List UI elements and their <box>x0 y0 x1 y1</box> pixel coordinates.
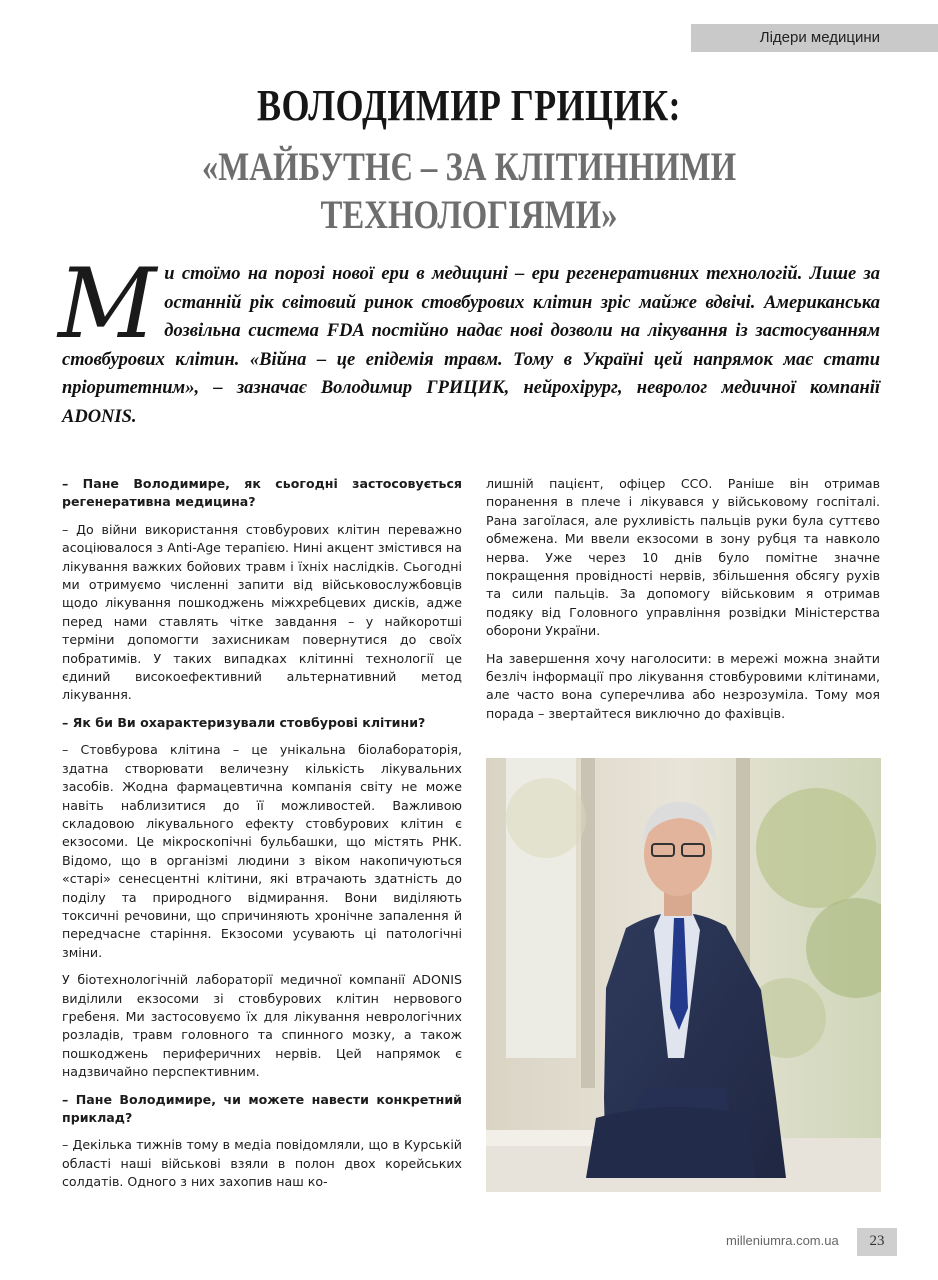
article-title-quote <box>84 143 853 239</box>
title-quote-line-1: «МАЙБУТНЄ – ЗА КЛІТИННИМИ <box>201 144 737 189</box>
page-number-box <box>857 1228 897 1256</box>
page-number: 23 <box>869 1233 885 1249</box>
article-title-name: ВОЛОДИМИР ГРИЦИК: <box>257 81 681 130</box>
answer-paragraph: – Декілька тижнів тому в медіа повідомляли, що в Курській області наші військові взяли в полон двох корейських солдатів. Одного з них захопив наш ко- <box>62 1137 462 1190</box>
closing-paragraph: На завершення хочу наголосити: в мережі можна знайти безліч інформації про лікування стовбуровими клітинами, але часто вона суперечлива або незрозуміла. Тому моя порада – звертайтеся виключно до фахівців. <box>486 650 880 721</box>
question: – Пане Володимире, як сьогодні застосовується регенеративна медицина? <box>62 476 462 510</box>
section-label: Лідери медицини <box>759 29 880 46</box>
portrait-photo <box>486 758 881 1192</box>
drop-cap: М <box>58 248 157 360</box>
question: – Як би Ви охарактеризували стовбурові клітини? <box>62 714 426 730</box>
answer-paragraph: – До війни використання стовбурових клітин переважно асоціювалося з Anti-Age терапією. Нині акцент змістився на лікування важких бойових травм і їхніх наслідків. Сьогодні ми отримуємо численні запити від військовослужбовців щодо лікування пошкоджень міжхребцевих дисків, адже перед нами ставлять чітке завдання – у найкоротші терміни допомогти захисникам повернутися до своїх побратимів. У таких випадках клітинні технології це єдиний високоефективний альтернативний метод лікування. <box>62 521 462 703</box>
footer-website: milleniumra.com.ua <box>726 1233 839 1248</box>
title-quote-line-2: ТЕХНОЛОГІЯМИ» <box>320 192 618 237</box>
text-column-left <box>62 475 462 1201</box>
answer-paragraph: лишній пацієнт, офіцер ССО. Раніше він отримав поранення в плече і лікувався у військовому госпіталі. Рана загоїлася, але рухливість пальців руки була суттєво обмежена. Ми ввели екзосоми в зону рубця та навколо нерва. Уже через 10 днів було помітне значне покращення провідності нервів, збільшення обсягу рухів та сили пальців. За допомогу військовим я отримав подяку від Головного управління розвідки Міністерства оборони України. <box>486 476 880 639</box>
question: – Пане Володимире, чи можете навести конкретний приклад? <box>62 1091 462 1125</box>
answer-paragraph: – Стовбурова клітина – це унікальна біолабораторія, здатна створювати величезну кількість лікувальних засобів. Жодна фармацевтична компанія світу не може навіть наблизитися до її можливостей. Важливою складовою лікувального ефекту стовбурових клітин є екзосоми. Це мікроскопічні бульбашки, що містять РНК. Відомо, що в організмі людини з віком накопичуються «старі» сенесцентні клітини, які втрачають здатність до поділу та природного відмирання. Вони виділяють токсичні речовини, що спричиняють хронічне запалення й передчасне старіння. Екзосоми усувають ці патологічні зміни. <box>62 742 462 960</box>
lead-text: и стоїмо на порозі нової ери в медицині – ери регенеративних технологій. Лише за останній рік світовий ринок стовбурових клітин зріс майже вдвічі. Американська дозвільна система FDA постійно надає нові дозволи на лікування із застосуванням стовбурових клітин. «Війна – це епідемія травм. Тому в Україні цей напрямок має стати пріоритетним», – зазначає Володимир ГРИЦИК, нейрохірург, невролог медичної компанії ADONIS. <box>62 264 880 427</box>
section-tab <box>691 24 938 52</box>
answer-paragraph: У біотехнологічній лабораторії медичної компанії ADONIS виділили екзосоми зі стовбурових клітин нервового гребеня. Ми застосовуємо їх для лікування неврологічних розладів, травм головного та спинного мозку, а також пошкоджень периферичних нервів. Цей напрямок є надзвичайно перспективним. <box>62 972 462 1080</box>
lead-paragraph <box>58 248 880 431</box>
text-column-right <box>486 475 880 732</box>
